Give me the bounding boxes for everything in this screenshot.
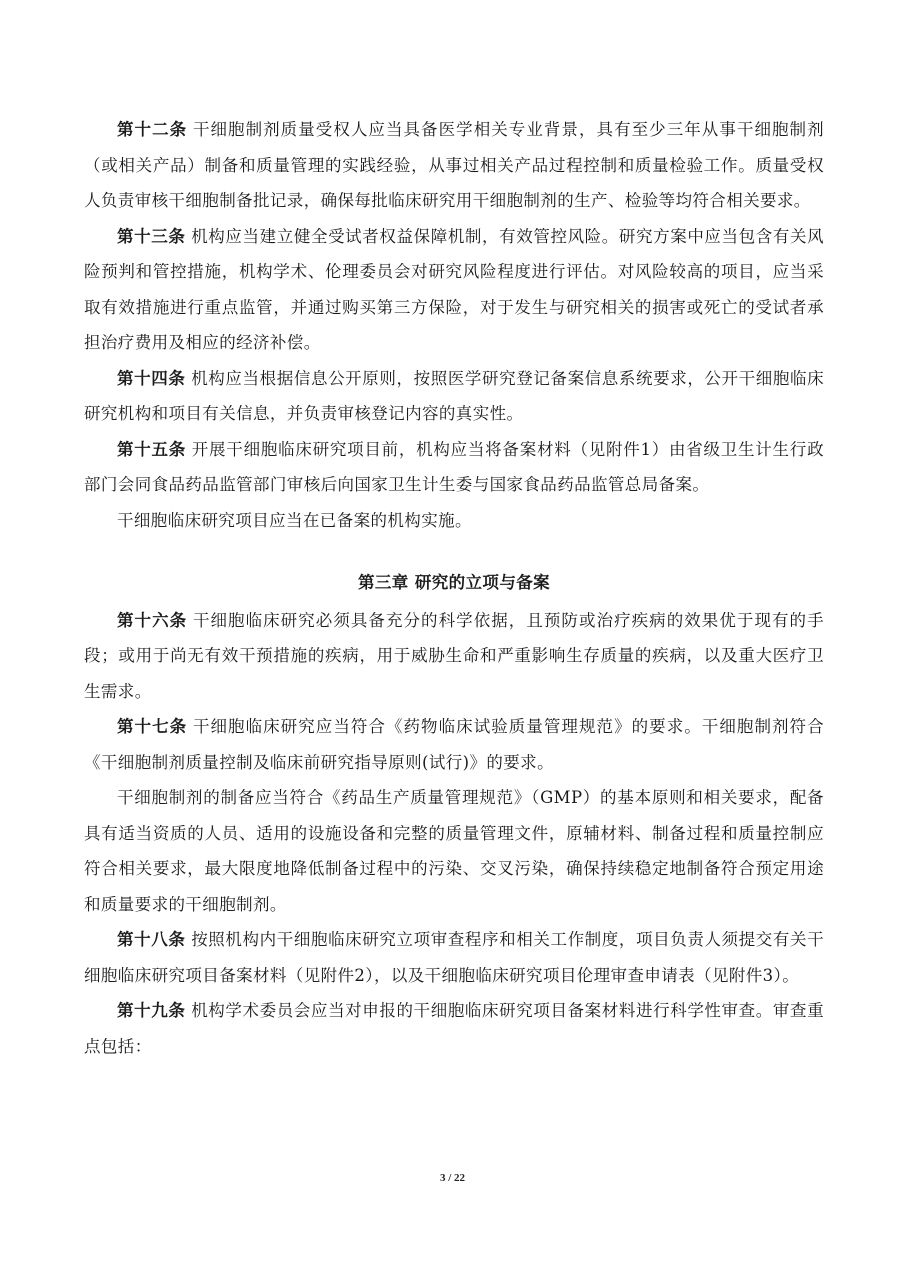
article-19-text: 机构学术委员会应当对申报的干细胞临床研究项目备案材料进行科学性审查。审查重点包括： <box>84 1001 824 1056</box>
article-12-text: 干细胞制剂质量受权人应当具备医学相关专业背景，具有至少三年从事干细胞制剂（或相关产品）制备和质量管理的实践经验，从事过相关产品过程控制和质量检验工作。质量受权人负责审核干细胞制备批记录，确保每批临床研究用干细胞制剂的生产、检验等均符合相关要求。 <box>84 120 824 210</box>
page-number: 3 / 22 <box>439 1172 466 1184</box>
chapter-heading: 第三章 研究的立项与备案 <box>357 573 551 592</box>
article-19-label: 第十九条 <box>117 1001 186 1020</box>
article-17-continuation <box>84 780 824 922</box>
article-15-paragraph <box>84 432 824 503</box>
article-17-continuation-text: 干细胞制剂的制备应当符合《药品生产质量管理规范》（GMP）的基本原则和相关要求，配备具有适当资质的人员、适用的设施设备和完整的质量管理文件，原辅材料、制备过程和质量控制应符合相关要求，最大限度地降低制备过程中的污染、交叉污染，确保持续稳定地制备符合预定用途和质量要求的干细胞制剂。 <box>84 788 824 914</box>
article-14-label: 第十四条 <box>117 368 186 388</box>
article-12-label: 第十二条 <box>117 120 188 139</box>
article-17-label: 第十七条 <box>117 717 188 736</box>
article-15-continuation <box>84 503 824 539</box>
article-12-paragraph <box>84 112 824 219</box>
article-15-text: 开展干细胞临床研究项目前，机构应当将备案材料（见附件1）由省级卫生计生行政部门会同食品药品监管部门审核后向国家卫生计生委与国家食品药品监管总局备案。 <box>84 439 824 494</box>
article-17-paragraph <box>84 709 824 780</box>
article-13-label: 第十三条 <box>117 226 186 246</box>
article-15-label: 第十五条 <box>117 439 187 459</box>
article-14-text: 机构应当根据信息公开原则，按照医学研究登记备案信息系统要求，公开干细胞临床研究机构和项目有关信息，并负责审核登记内容的真实性。 <box>84 368 824 423</box>
article-17-text: 干细胞临床研究应当符合《药物临床试验质量管理规范》的要求。干细胞制剂符合《干细胞制剂质量控制及临床前研究指导原则(试行)》的要求。 <box>84 717 824 772</box>
article-16-paragraph <box>84 603 824 710</box>
article-18-text: 按照机构内干细胞临床研究立项审查程序和相关工作制度，项目负责人须提交有关干细胞临床研究项目备案材料（见附件2），以及干细胞临床研究项目伦理审查申请表（见附件3）。 <box>84 930 824 985</box>
article-13-paragraph <box>84 219 824 361</box>
article-15-continuation-text: 干细胞临床研究项目应当在已备案的机构实施。 <box>117 510 472 530</box>
page-content <box>84 112 824 1064</box>
article-16-label: 第十六条 <box>117 610 188 630</box>
article-19-paragraph <box>84 993 824 1064</box>
article-18-label: 第十八条 <box>117 930 186 949</box>
article-16-text: 干细胞临床研究必须具备充分的科学依据，且预防或治疗疾病的效果优于现有的手段；或用于尚无有效干预措施的疾病，用于威胁生命和严重影响生存质量的疾病，以及重大医疗卫生需求。 <box>84 610 824 701</box>
article-18-paragraph <box>84 922 824 993</box>
article-13-text: 机构应当建立健全受试者权益保障机制，有效管控风险。研究方案中应当包含有关风险预判和管控措施，机构学术、伦理委员会对研究风险程度进行评估。对风险较高的项目，应当采取有效措施进行重点监管，并通过购买第三方保险，对于发生与研究相关的损害或死亡的受试者承担治疗费用及相应的经济补偿。 <box>84 226 824 352</box>
article-14-paragraph <box>84 361 824 432</box>
